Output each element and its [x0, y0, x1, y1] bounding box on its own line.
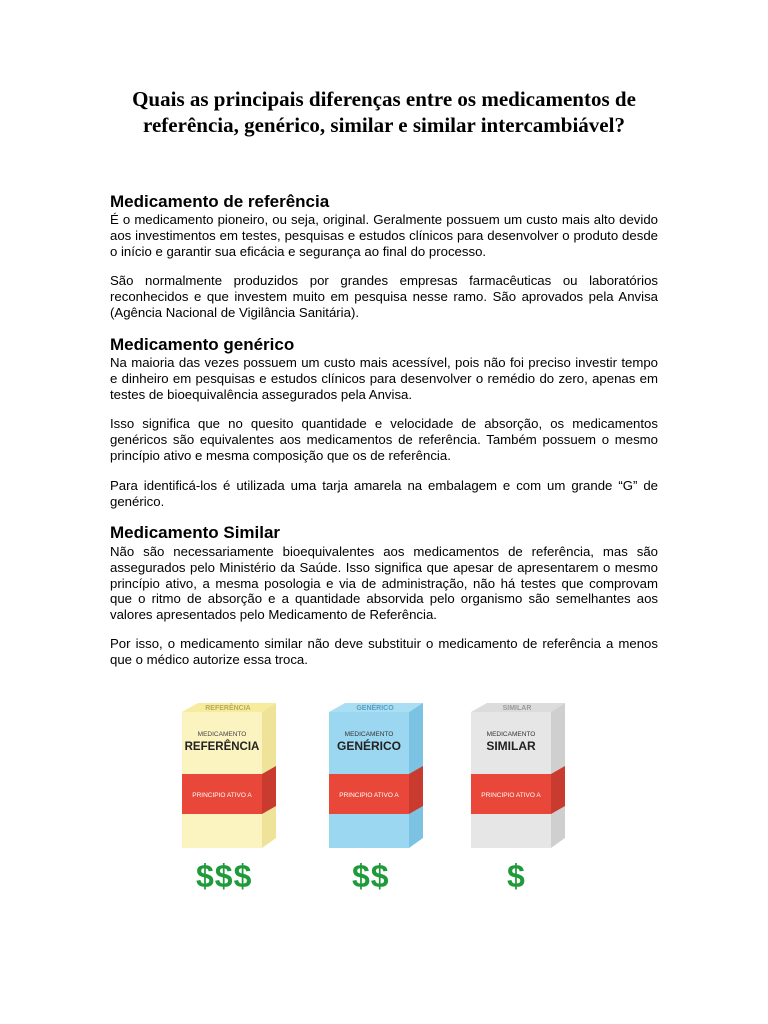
section-heading-generico: Medicamento genérico [110, 335, 295, 354]
section-heading-similar: Medicamento Similar [110, 523, 281, 542]
section-heading-referencia: Medicamento de referência [110, 192, 330, 211]
box-stripe-label: PRINCIPIO ATIVO A [481, 792, 541, 799]
paragraph: Por isso, o medicamento similar não deve substituir o medicamento de referência a menos que o médico autorize essa troca. [110, 636, 658, 667]
medicine-box-similar [467, 700, 572, 852]
medicine-box-referencia [178, 700, 283, 852]
paragraph: Para identificá-los é utilizada uma tarja amarela na embalagem e com um grande “G” de genérico. [110, 478, 658, 509]
box-small-label: MEDICAMENTO [486, 731, 536, 738]
box-name: REFERÊNCIA [184, 741, 260, 753]
paragraph: São normalmente produzidos por grandes empresas farmacêuticas ou laboratórios reconhecidos e que investem muito em pesquisa nesse ramo. São aprovados pela Anvisa (Agência Nacional de Vigilância Sanitária). [110, 273, 658, 320]
box-small-label: MEDICAMENTO [197, 731, 247, 738]
medicine-box-generico [325, 700, 430, 852]
price-indicator-similar: $ [507, 858, 526, 894]
price-indicator-referencia: $$$ [196, 858, 253, 894]
paragraph: É o medicamento pioneiro, ou seja, original. Geralmente possuem um custo mais alto devido aos investimentos em testes, pesquisas e estudos clínicos para desenvolver o produto desde o início e garantir sua eficácia e segurança ao final do processo. [110, 212, 658, 259]
paragraph: Na maioria das vezes possuem um custo mais acessível, pois não foi preciso investir tempo e dinheiro em pesquisas e estudos clínicos para desenvolver o remédio do zero, apenas em testes de bioequivalência assegurados pela Anvisa. [110, 355, 658, 402]
box-stripe-side [409, 766, 423, 814]
box-top-label: SIMILAR [502, 705, 532, 712]
box-stripe-label: PRINCIPIO ATIVO A [192, 792, 252, 799]
box-top-label: REFERÊNCIA [205, 705, 251, 712]
paragraph: Não são necessariamente bioequivalentes aos medicamentos de referência, mas são assegurados pelo Ministério da Saúde. Isso significa que apesar de apresentarem o mesmo princípio ativo, a mesma posologia e via de administração, não há testes que comprovam que o ritmo de absorção e a quantidade absorvida pelo organismo são semelhantes aos valores apresentados pelo Medicamento de Referência. [110, 544, 658, 623]
box-small-label: MEDICAMENTO [344, 731, 394, 738]
box-stripe-side [551, 766, 565, 814]
box-stripe-label: PRINCIPIO ATIVO A [339, 792, 399, 799]
paragraph: Isso significa que no quesito quantidade e velocidade de absorção, os medicamentos genéricos são equivalentes aos medicamentos de referência. Também possuem o mesmo princípio ativo e mesma composição que os de referência. [110, 416, 658, 463]
box-name: SIMILAR [486, 739, 536, 753]
box-stripe-side [262, 766, 276, 814]
price-indicator-generico: $$ [352, 858, 390, 894]
box-top-label: GENÉRICO [356, 705, 394, 712]
document-title: Quais as principais diferenças entre os medicamentos de referência, genérico, similar e similar intercambiável? [132, 87, 636, 137]
box-name: GENÉRICO [336, 739, 402, 753]
